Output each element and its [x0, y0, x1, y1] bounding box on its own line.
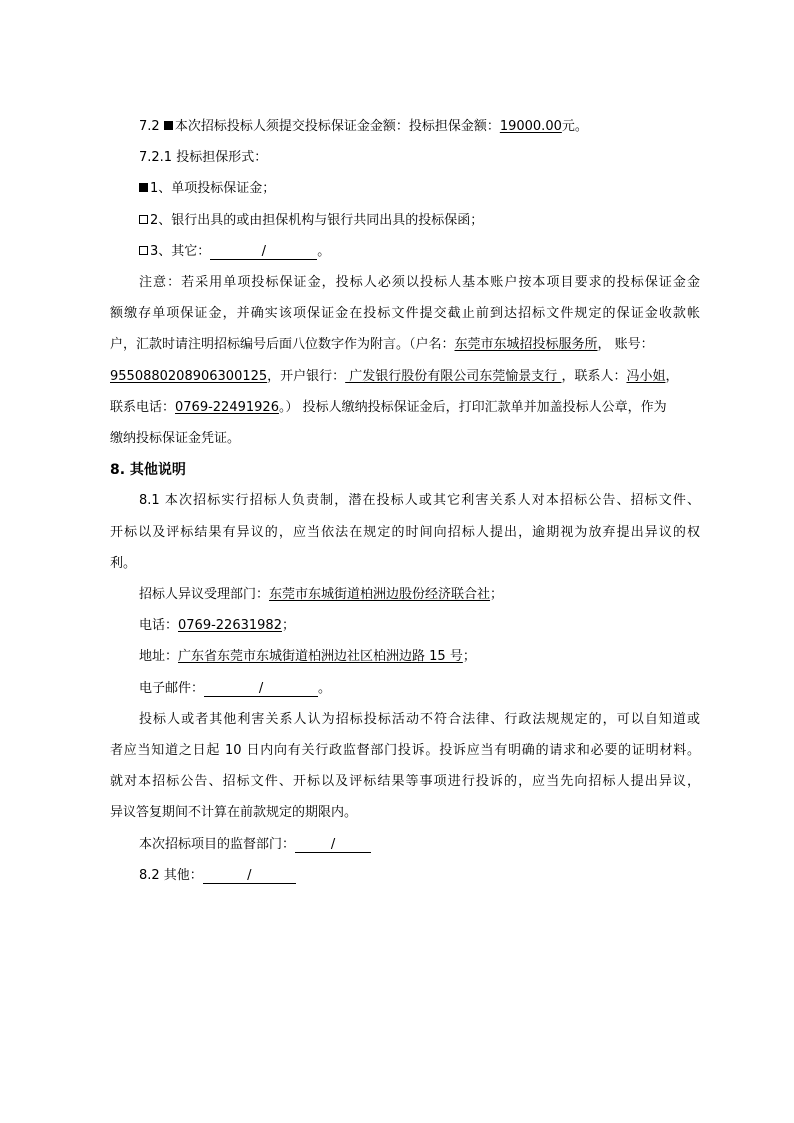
- option-1: 1、单项投标保证金；: [139, 181, 729, 197]
- option-2: 2、银行出具的或由担保机构与银行共同出具的投标保函；: [139, 213, 729, 229]
- supervision-blank: /: [295, 838, 371, 853]
- objection-address: 广东省东莞市东城街道柏洲边社区柏洲边路 15 号: [178, 649, 463, 664]
- objection-dept: 东莞市东城街道柏洲边股份经济联合社: [269, 587, 491, 602]
- account-number: 9550880208906300125: [110, 369, 268, 384]
- section-8-heading: 8. 其他说明: [110, 462, 186, 478]
- email-blank: /: [204, 682, 318, 697]
- complaint-line-2: 者应当知道之日起 10 日内向有关行政监督部门投诉。投诉应当有明确的请求和必要的证明材料。: [110, 743, 700, 758]
- other-line: 8.2 其他： /: [139, 868, 729, 884]
- account-name: 东莞市东城招投标服务所: [454, 337, 598, 352]
- notice-line-3: 户，汇款时请注明招标编号后面八位数字作为附言。（户名：东莞市东城招投标服务所， 账号：: [110, 337, 654, 352]
- notice-line-6: 缴纳投标保证金凭证。: [110, 431, 241, 446]
- unchecked-box-icon: [139, 215, 148, 224]
- option-3-blank: /: [210, 245, 317, 260]
- unchecked-box-icon: [139, 246, 148, 255]
- complaint-line-1: 投标人或者其他利害关系人认为招标投标活动不符合法律、行政法规规定的，可以自知道或: [139, 712, 700, 727]
- s81-line-2: 开标以及评标结果有异议的，应当依法在规定的时间向招标人提出，逾期视为放弃提出异议的权: [110, 525, 700, 540]
- objection-dept-line: 招标人异议受理部门：东莞市东城街道柏洲边股份经济联合社；: [139, 587, 504, 602]
- s81-line-3: 利。: [110, 556, 137, 571]
- contact-phone: 0769-22491926: [175, 400, 279, 415]
- other-blank: /: [203, 869, 296, 884]
- objection-phone: 0769-22631982: [178, 618, 282, 633]
- option-3: 3、其它： / 。: [139, 244, 729, 260]
- checked-box-icon: [164, 121, 173, 130]
- deposit-amount-line: 7.2 本次招标投标人须提交投标保证金金额：投标担保金额：19000.00元。: [139, 119, 588, 134]
- deposit-amount: 19000.00: [499, 119, 562, 134]
- guarantee-form-heading: 7.2.1 投标担保形式：: [139, 150, 268, 165]
- notice-line-4: 9550880208906300125，开户银行： 广发银行股份有限公司东莞愉景支行 ，联系人：冯小姐，: [110, 369, 679, 384]
- email-line: 电子邮件： / 。: [139, 681, 332, 696]
- notice-line-1: 注意：若采用单项投标保证金，投标人必须以投标人基本账户按本项目要求的投标保证金金: [139, 275, 700, 290]
- complaint-line-3: 就对本招标公告、招标文件、开标以及评标结果等事项进行投诉的，应当先向招标人提出异议，: [110, 774, 700, 789]
- s81-line-1: 8.1 本次招标实行招标人负责制，潜在投标人或其它利害关系人对本招标公告、招标文件、: [139, 493, 700, 508]
- address-line: 地址：广东省东莞市东城街道柏洲边社区柏洲边路 15 号；: [139, 649, 476, 664]
- notice-line-5: 联系电话：0769-22491926。） 投标人缴纳投标保证金后，打印汇款单并加盖投标人公章，作为: [110, 400, 667, 415]
- phone-line: 电话：0769-22631982；: [139, 618, 295, 633]
- supervision-dept-line: 本次招标项目的监督部门： /: [139, 837, 729, 853]
- contact-person: 冯小姐: [626, 369, 666, 384]
- notice-line-2: 额缴存单项保证金，并确实该项保证金在投标文件提交截止前到达招标文件规定的保证金收款帐: [110, 306, 700, 321]
- bank-name: 广发银行股份有限公司东莞愉景支行: [345, 369, 562, 384]
- complaint-line-4: 异议答复期间不计算在前款规定的期限内。: [110, 805, 358, 820]
- checked-box-icon: [139, 183, 148, 192]
